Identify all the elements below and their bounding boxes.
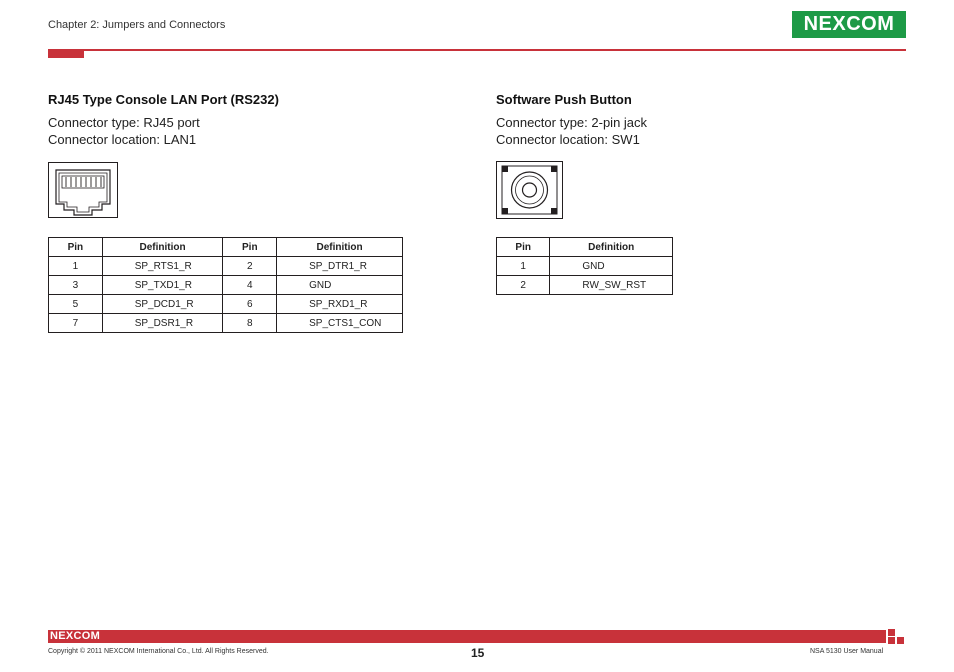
copyright-text: Copyright © 2011 NEXCOM International Co., Ltd. All Rights Reserved. — [48, 648, 269, 655]
corner-squares-icon — [888, 629, 906, 644]
pin-number: 3 — [49, 276, 103, 295]
pin-definition: SP_RTS1_R — [102, 257, 223, 276]
pin-number: 7 — [49, 314, 103, 333]
pin-definition: SP_RXD1_R — [277, 295, 403, 314]
logo-text: NEXCOM — [803, 13, 895, 35]
pin-definition: SP_DTR1_R — [277, 257, 403, 276]
column-header: Pin — [497, 238, 550, 257]
pin-definition: SP_TXD1_R — [102, 276, 223, 295]
pin-number: 1 — [497, 257, 550, 276]
pin-definition: SP_DCD1_R — [102, 295, 223, 314]
pin-number: 4 — [223, 276, 277, 295]
table-row — [49, 276, 403, 295]
pin-number: 6 — [223, 295, 277, 314]
table-row — [49, 257, 403, 276]
button-section-title: Software Push Button — [496, 92, 632, 107]
rj45-port-diagram-icon — [48, 162, 118, 218]
pin-definition: GND — [277, 276, 403, 295]
table-row — [49, 314, 403, 333]
table-row — [49, 295, 403, 314]
button-connector-type: Connector type: 2-pin jack — [496, 115, 648, 130]
table-row — [497, 276, 673, 295]
rj45-connector-type: Connector type: RJ45 port — [48, 115, 200, 130]
header-tab-accent — [48, 49, 84, 58]
pin-number: 1 — [49, 257, 103, 276]
footer-logo: NEXCOM — [50, 630, 101, 642]
pin-definition: GND — [550, 257, 673, 276]
button-pin-table — [496, 237, 673, 295]
pin-number: 2 — [497, 276, 550, 295]
header-divider — [48, 49, 906, 51]
rj45-section-title: RJ45 Type Console LAN Port (RS232) — [48, 92, 279, 107]
rj45-pin-table — [48, 237, 403, 333]
pin-definition: SP_CTS1_CON — [277, 314, 403, 333]
rj45-connector-location: Connector location: LAN1 — [48, 132, 197, 147]
column-header: Definition — [102, 238, 223, 257]
column-header: Definition — [550, 238, 673, 257]
button-connector-location: Connector location: SW1 — [496, 132, 640, 147]
chapter-title: Chapter 2: Jumpers and Connectors — [48, 19, 226, 31]
pin-definition: SP_DSR1_R — [102, 314, 223, 333]
pin-definition: RW_SW_RST — [550, 276, 673, 295]
pin-number: 5 — [49, 295, 103, 314]
table-row — [497, 257, 673, 276]
column-header: Pin — [49, 238, 103, 257]
page-number: 15 — [471, 646, 485, 660]
column-header: Pin — [223, 238, 277, 257]
manual-title: NSA 5130 User Manual — [810, 648, 884, 655]
table-header-row — [49, 238, 403, 257]
push-button-diagram-icon — [496, 161, 563, 219]
table-header-row — [497, 238, 673, 257]
pin-number: 8 — [223, 314, 277, 333]
pin-number: 2 — [223, 257, 277, 276]
column-header: Definition — [277, 238, 403, 257]
footer-bar — [48, 630, 886, 643]
nexcom-logo — [792, 11, 906, 38]
